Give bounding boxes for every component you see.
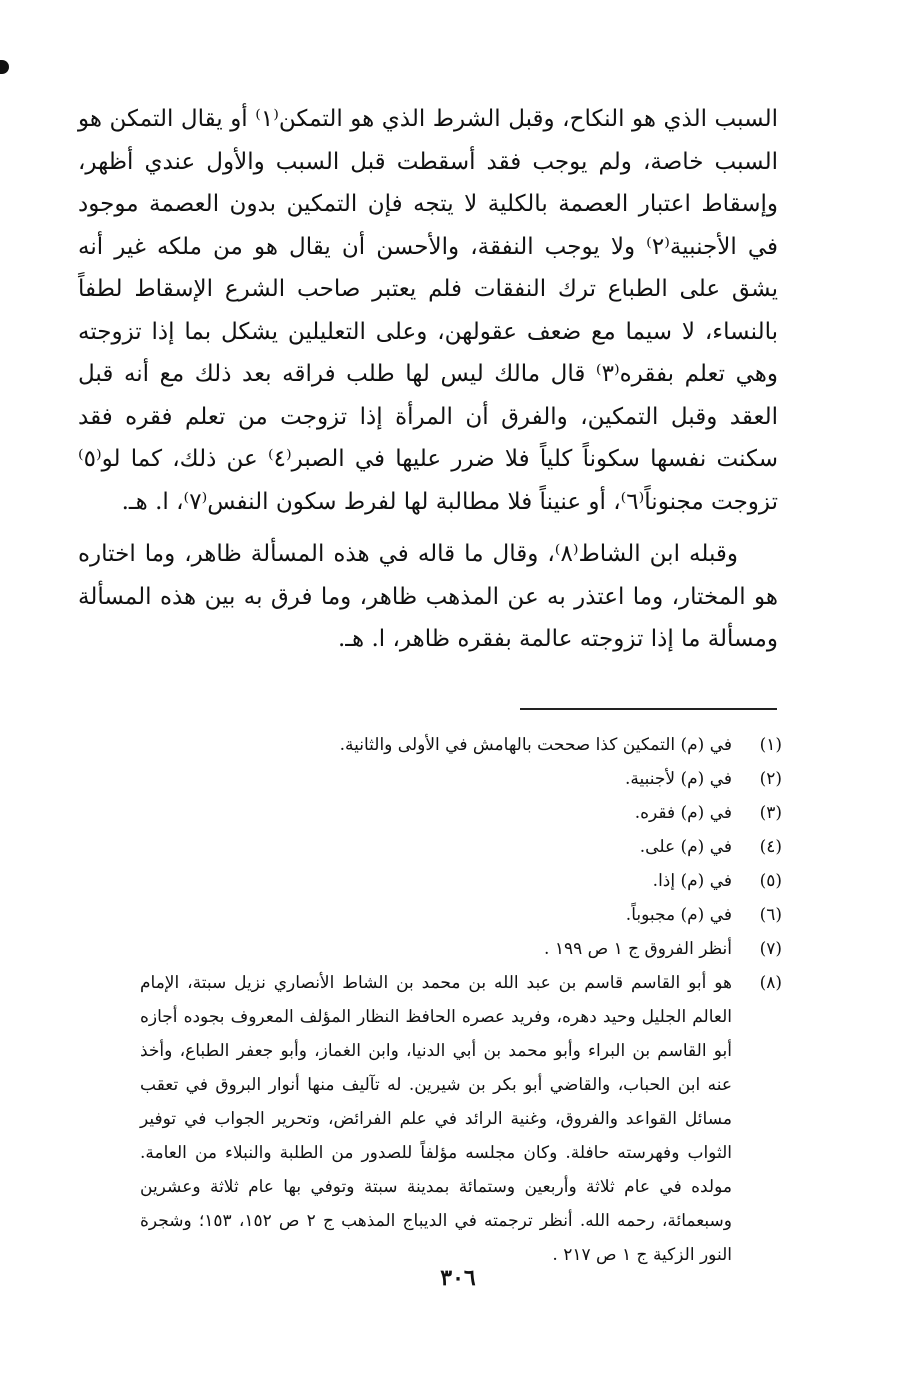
- footnote-item: [140, 932, 782, 966]
- paragraph-1: [78, 98, 778, 523]
- footnote-number: (٢): [759, 769, 782, 789]
- margin-mark: [0, 60, 9, 74]
- footnote-item: [140, 796, 782, 830]
- paragraph-2: [78, 533, 778, 661]
- footnote-text: في (م) لأجنبية.: [624, 769, 732, 789]
- footnote-number: (٤): [759, 837, 782, 857]
- footnote-item: [140, 864, 782, 898]
- footnote-item: [140, 762, 782, 796]
- footnote-text: في (م) التمكين كذا صححت بالهامش في الأولى والثانية.: [339, 735, 732, 755]
- footnote-number: (٣): [759, 803, 782, 823]
- page-number: ٣٠٦: [440, 1265, 476, 1291]
- footnote-separator: [520, 708, 777, 710]
- footnote-text: أنظر الفروق ج ١ ص ١٩٩ .: [544, 939, 732, 959]
- footnote-item: [140, 898, 782, 932]
- footnote-text: في (م) على.: [639, 837, 732, 857]
- footnote-text: في (م) فقره.: [634, 803, 732, 823]
- footnote-text: في (م) مجبوباً.: [625, 905, 732, 925]
- footnote-number: (١): [759, 735, 782, 755]
- footnote-item: [140, 728, 782, 762]
- paragraph-1-text: السبب الذي هو النكاح، وقبل الشرط الذي هو التمكن⁽١⁾ أو يقال التمكن هو السبب خاصة، ولم يوجب فقد أسقطت قبل السبب والأول عندي أظهر، وإسقاط اعتبار العصمة بالكلية لا يتجه فإن التمكين بدون العصمة موجود في الأجنبية⁽٢⁾ ولا يوجب النفقة، والأحسن أن يقال هو من ملكه غير أنه يشق على الطباع ترك النفقات فلم يعتبر صاحب الشرع الإسقاط لطفاً بالنساء، لا سيما مع ضعف عقولهن، وعلى التعليلين يشكل بما إذا تزوجته وهي تعلم بفقره⁽٣⁾ قال مالك ليس لها طلب فراقه بعد ذلك مع أنه قبل العقد وقبل التمكين، والفرق أن المرأة إذا تزوجت من تعلم فقره فقد سكنت نفسها سكوناً كلياً فلا ضرر عليها في الصبر⁽٤⁾ عن ذلك، كما لو⁽٥⁾ تزوجت مجنوناً⁽٦⁾، أو عنيناً فلا مطالبة لها لفرط سكون النفس⁽٧⁾، ا. هـ.: [78, 106, 778, 515]
- footnotes: [140, 728, 782, 1272]
- footnote-number: (٦): [759, 905, 782, 925]
- footnote-item: [140, 830, 782, 864]
- footnote-text: هو أبو القاسم قاسم بن عبد الله بن محمد بن الشاط الأنصاري نزيل سبتة، الإمام العالم الجليل وحيد دهره، وفريد عصره الحافظ النظار المؤلف المعروف بجوده أجازه أبو القاسم بن البراء وأبو محمد بن أبي الدنيا، وابن الغماز، وأبو جعفر الطباع، وأخذ عنه ابن الحباب، والقاضي أبو بكر بن شيرين. له تآليف منها أنوار البروق في تعقب مسائل القواعد والفروق، وغنية الرائد في علم الفرائض، وتحرير الجواب في توفير الثواب وفهرسته حافلة. وكان مجلسه مؤلفاً للصدور من الطلبة والنبلاء من العامة. مولده في عام ثلاثة وأربعين وستمائة بمدينة سبتة وتوفي بها عام ثلاثة وعشرين وسبعمائة، رحمه الله. أنظر ترجمته في الديباج المذهب ج ٢ ص ١٥٢، ١٥٣؛ وشجرة النور الزكية ج ١ ص ٢١٧ .: [140, 973, 732, 1265]
- main-text: [78, 98, 778, 661]
- footnote-number: (٧): [759, 939, 782, 959]
- footnote-number: (٨): [759, 973, 782, 993]
- footnote-text: في (م) إذا.: [652, 871, 732, 891]
- footnote-number: (٥): [759, 871, 782, 891]
- paragraph-2-text: وقبله ابن الشاط⁽٨⁾، وقال ما قاله في هذه المسألة ظاهر، وما اختاره هو المختار، وما اعتذر به عن المذهب ظاهر، وما فرق به بين هذه المسألة ومسألة ما إذا تزوجته عالمة بفقره ظاهر، ا. هـ.: [78, 541, 778, 652]
- footnote-item: [140, 966, 782, 1272]
